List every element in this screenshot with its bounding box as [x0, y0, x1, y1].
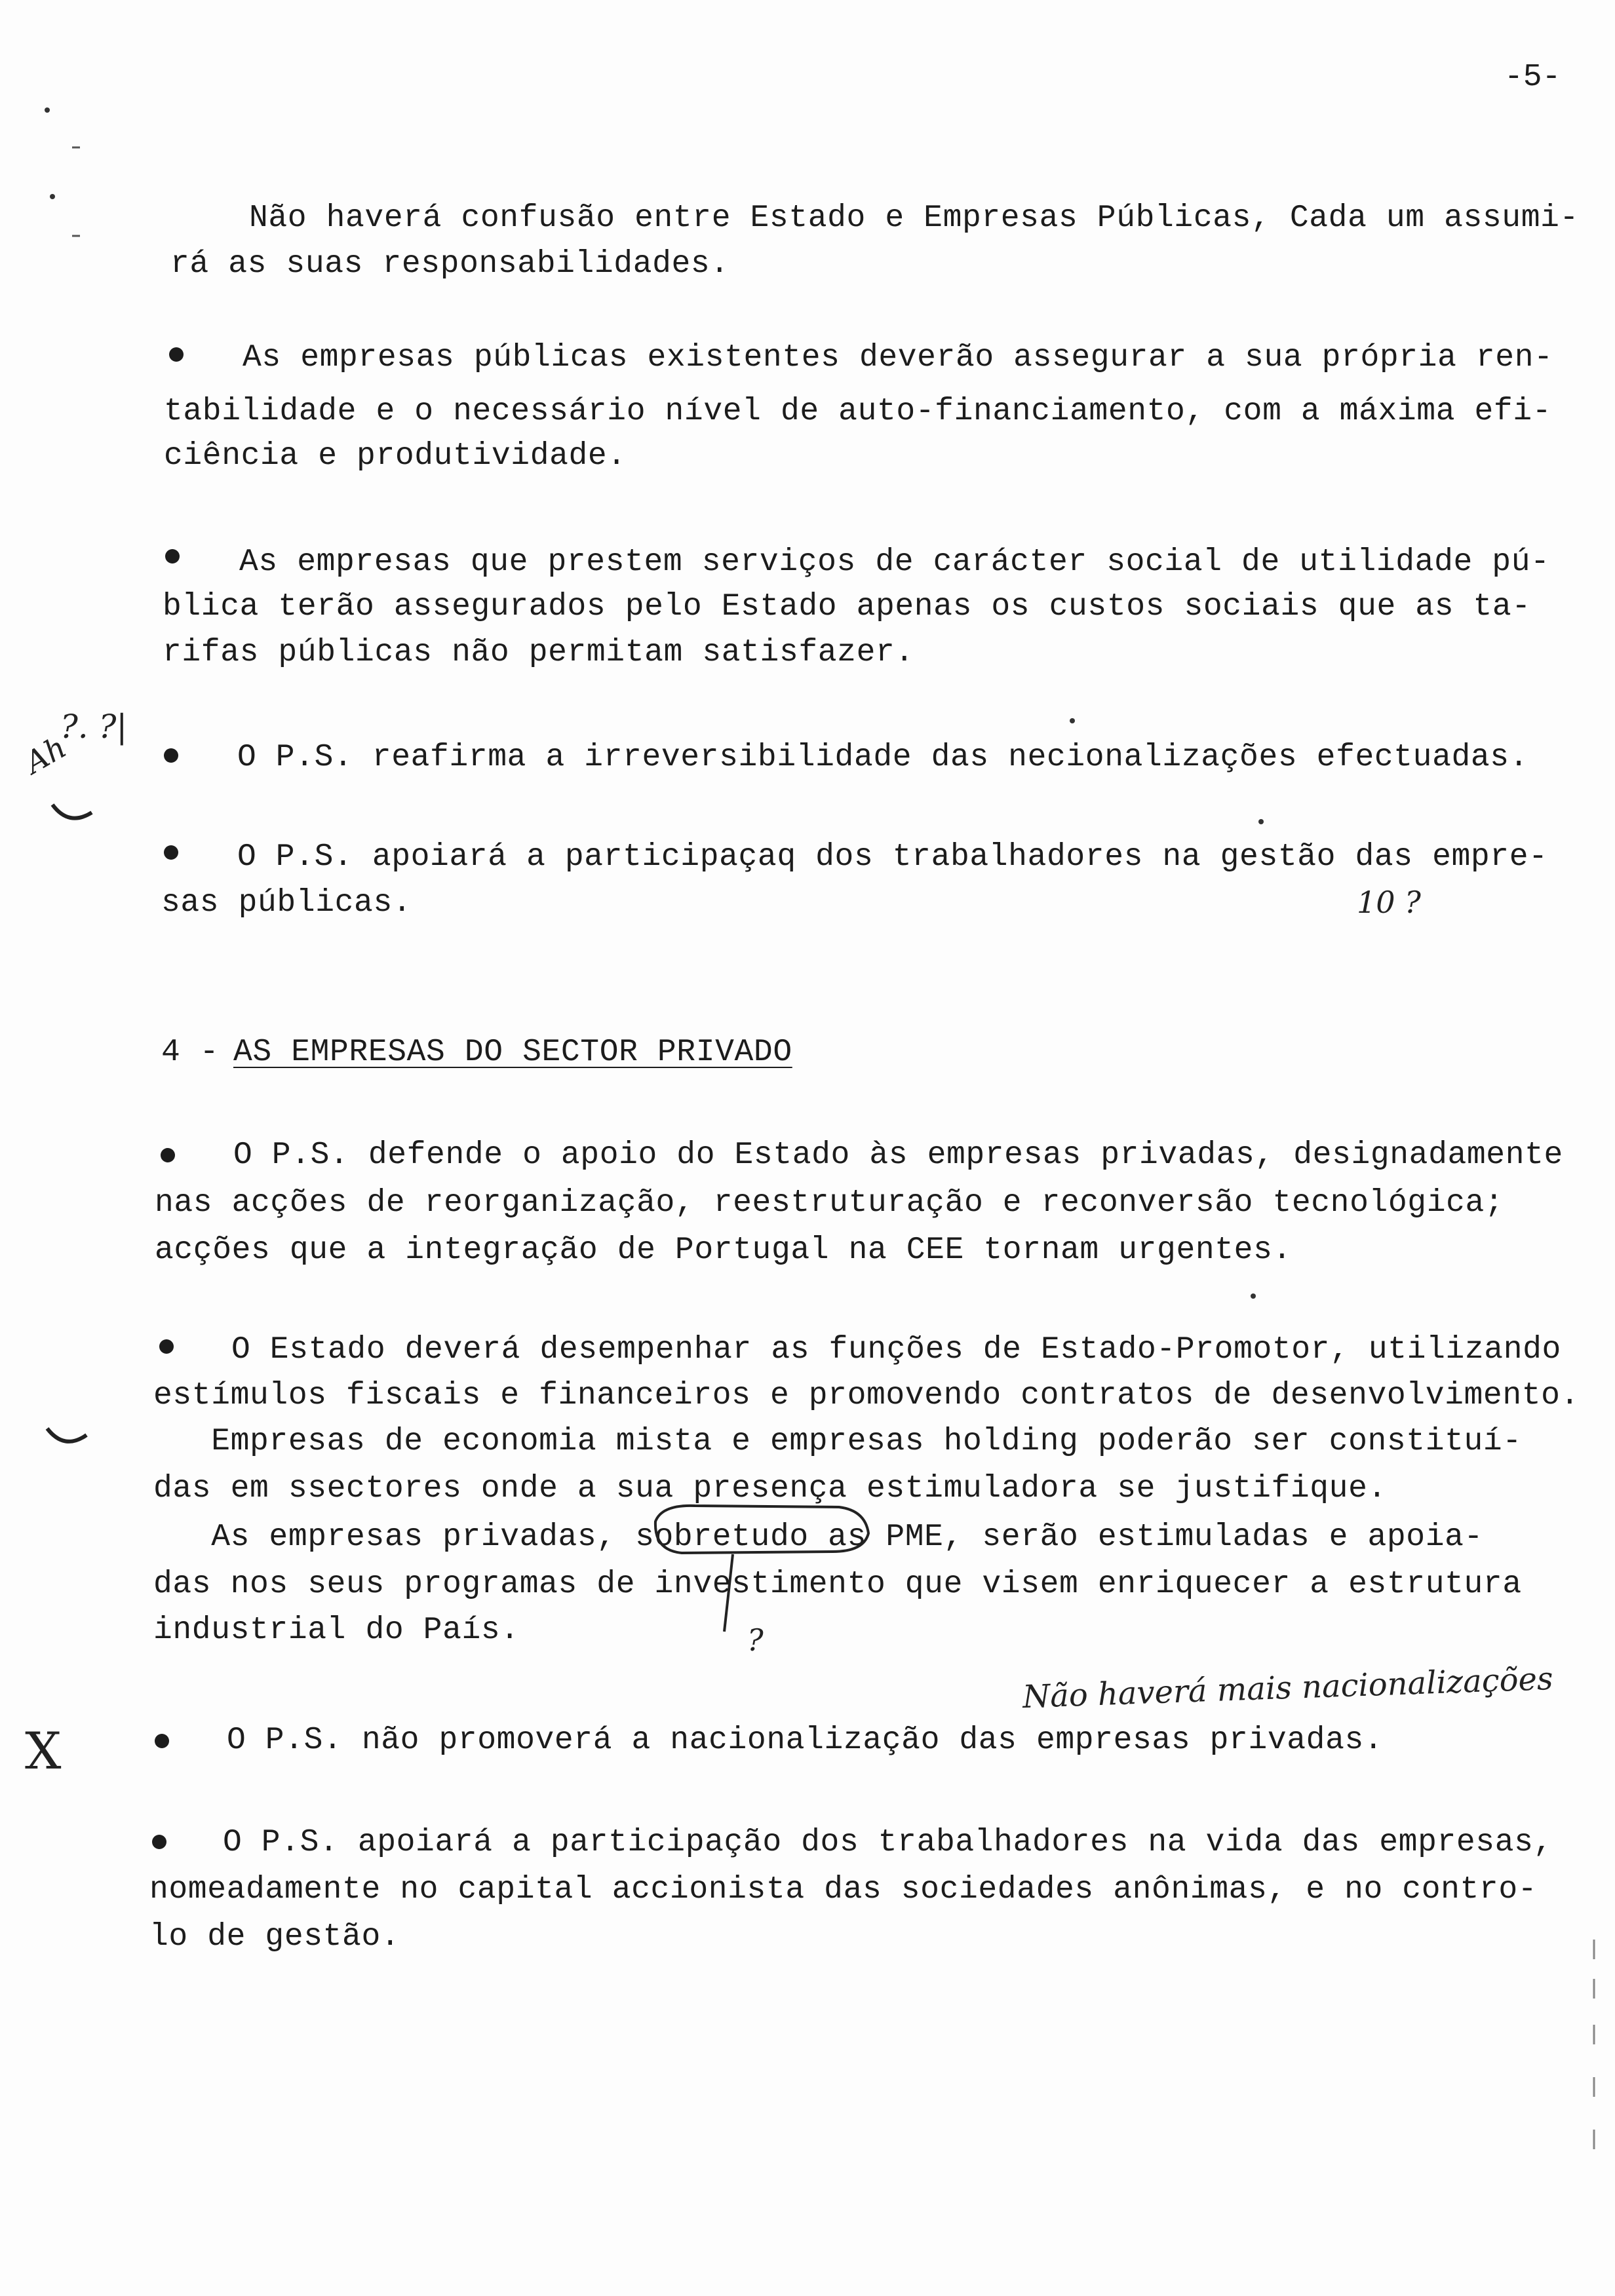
- section-paragraph-2-line-6: das nos seus programas de investimento que visem enriquecer a estrutura: [153, 1567, 1522, 1602]
- section-paragraph-1-line-2: nas acções de reorganização, reestruturação e reconversão tecnológica;: [155, 1185, 1504, 1221]
- handwritten-note-after-gestao: 10 ?: [1357, 885, 1421, 920]
- paragraph-3-line-2: blica terão assegurados pelo Estado apenas os custos sociais que as ta-: [163, 589, 1531, 624]
- section-paragraph-3-line-1: O P.S. não promoverá a nacionalização das empresas privadas.: [227, 1723, 1384, 1758]
- stray-dot: [50, 194, 55, 199]
- handwritten-line-nacionalizacoes: Não haverá mais nacionalizações: [1022, 1660, 1554, 1716]
- paragraph-1-line-2: rá as suas responsabilidades.: [170, 246, 730, 282]
- section-paragraph-2-line-5: As empresas privadas, sobretudo as PME, serão estimuladas e apoia-: [153, 1520, 1483, 1555]
- page-number: -5-: [1504, 60, 1561, 95]
- stray-dot: [45, 107, 50, 113]
- margin-arc-mark: [52, 805, 92, 818]
- paragraph-4-line-1: O P.S. reafirma a irreversibilidade das necionalizações efectuadas.: [237, 740, 1529, 775]
- section-number: 4 -: [161, 1035, 220, 1070]
- bullet: [164, 748, 178, 763]
- paragraph-2-line-3: ciência e produtividade.: [164, 438, 627, 474]
- bullet: [165, 549, 180, 564]
- section-paragraph-4-line-2: nomeadamente no capital accionista das sociedades anônimas, e no contro-: [149, 1872, 1538, 1907]
- bullet: [159, 1339, 174, 1354]
- section-paragraph-2-line-1: O Estado deverá desempenhar as funções de Estado-Promotor, utilizando: [231, 1332, 1561, 1368]
- bullet: [164, 845, 178, 860]
- margin-cross-mark: X: [25, 1722, 62, 1781]
- section-paragraph-2-line-2: estímulos fiscais e financeiros e promovendo contratos de desenvolvimento.: [153, 1378, 1580, 1413]
- section-paragraph-2-line-4: das em ssectores onde a sua presença estimuladora se justifique.: [153, 1471, 1387, 1506]
- stray-dot: [1258, 819, 1264, 824]
- section-paragraph-4-line-3: lo de gestão.: [149, 1919, 400, 1955]
- section-paragraph-1-line-1: O P.S. defende o apoio do Estado às empresas privadas, designadamente: [233, 1138, 1563, 1173]
- paragraph-2-line-2: tabilidade e o necessário nível de auto-financiamento, com a máxima efi-: [164, 394, 1552, 429]
- margin-note-question: ?. ?|: [60, 708, 128, 746]
- paragraph-3-line-3: rifas públicas não permitam satisfazer.: [163, 635, 914, 670]
- bullet: [152, 1835, 166, 1849]
- paragraph-5-line-1: O P.S. apoiará a participaçaq dos trabalhadores na gestão das empre-: [237, 839, 1548, 875]
- margin-note-signature: Ah: [18, 729, 73, 781]
- paragraph-1-line-1: Não haverá confusão entre Estado e Empresas Públicas, Cada um assumi-: [249, 201, 1579, 236]
- paragraph-3-line-1: As empresas que prestem serviços de carácter social de utilidade pú-: [239, 545, 1550, 580]
- section-paragraph-1-line-3: acções que a integração de Portugal na CEE tornam urgentes.: [155, 1233, 1292, 1268]
- paragraph-5-line-2: sas públicas.: [161, 885, 412, 921]
- bullet: [161, 1148, 175, 1162]
- bullet: [169, 347, 184, 362]
- margin-arc-mark: [47, 1428, 87, 1442]
- section-heading: AS EMPRESAS DO SECTOR PRIVADO: [233, 1035, 792, 1070]
- paragraph-2-line-1: As empresas públicas existentes deverão assegurar a sua própria ren-: [243, 340, 1553, 375]
- section-paragraph-4-line-1: O P.S. apoiará a participação dos trabalhadores na vida das empresas,: [223, 1825, 1553, 1860]
- section-paragraph-2-line-3: Empresas de economia mista e empresas holding poderão ser constituí-: [153, 1424, 1522, 1459]
- stray-dot: [1070, 718, 1075, 723]
- section-paragraph-2-line-7: industrial do País.: [153, 1613, 520, 1648]
- bullet: [155, 1734, 169, 1748]
- stray-dot: [1251, 1293, 1256, 1299]
- handwritten-question-under-investimento: ?: [747, 1622, 764, 1658]
